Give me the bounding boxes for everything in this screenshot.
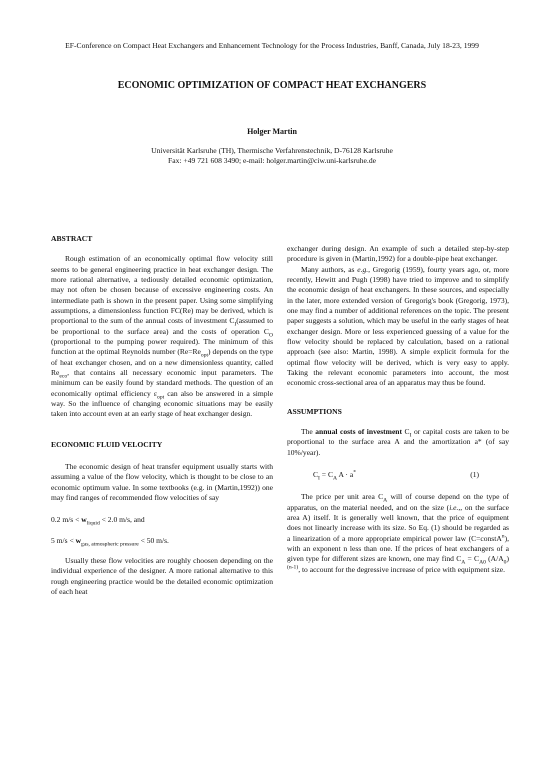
affiliation-address: Universität Karlsruhe (TH), Thermische Verfahrenstechnik, D-76128 Karlsruhe [151,146,393,155]
fluid-velocity-para-1: The economic design of heat transfer equipment usually starts with assuming a value of the flow velocity, which is thought to be close to an economic optimum value. In some textbooks (e.g. in (Martin,1992)) one may find ranges of recommended flow velocities of say [51,461,273,502]
assumptions-para-2: The price per unit area $C_A$ will of course depend on the type of apparatus, on the material needed, and on the size (i.e.,, on the surface area A) itself. It is generally well known, that the price of equipment does not linearly increase with its size. So Eq. (1) should be regarded as a linearization of a more appropriate empirical power law (C=constA$^n$), with an exponent n less than one. If the prices of heat exchangers of a given type for different sizes are known, one may find $C_A = C_{A0}$ $(A/A_0)^{(n-1)}$, to account for the degressive increase of price with equipment size. [287,492,509,574]
fluid-velocity-heading: ECONOMIC FLUID VELOCITY [51,439,163,449]
running-head: EF-Conference on Compact Heat Exchangers and Enhancement Technology for the Process Industries, Banff, Canada, July 18-23, 1999 [65,41,479,50]
equation-number: (1) [470,469,479,479]
assumptions-para-1: The annual costs of investment $C_I$ or capital costs are taken to be proportional to the surface area A and the amortization a* (of say 10%/year). [287,426,510,457]
literature-paragraph: Many authors, as e.g., Gregorig (1959), fourty years ago, or, more recently, Hewitt and Pugh (1998) have tried to improve and to simplify the economic design of heat exchangers. In these sources, and especially in the later, more extended version of Gregorig's book (Gregorig, 1973), one may find a number of additional references on the topic. The present paper suggests a solution, which may be useful in the early stages of heat exchanger design. More or less experienced guessing of a value for the flow velocity should be replaced by calculation, based on a rational approach (see also: Martin, 1998). A simple explicit formula for the optimal flow velocity will be derived, which is very easy to apply. Taking the relevant economic parameters into account, the most economic cross-sectional area of an apparatus may thus be found. [287,264,509,388]
right-column [287,244,509,575]
fluid-velocity-para-2: Usually these flow velocities are roughly choosen depending on the individual experience of the designer. A more rational alternative to this rough engineering practice would be the detailed economic optimization of each heat [51,555,273,596]
paper-title: ECONOMIC OPTIMIZATION OF COMPACT HEAT EXCHANGERS [117,80,427,91]
liquid-velocity-range: 0.2 $m/s < w_{liquid} < 2.0$ m/s, and [51,515,145,527]
left-column [51,234,273,597]
equation-1: $C_I = C_A$ A · a* (1) [313,469,479,482]
abstract-text: Rough estimation of an economically optimal flow velocity still seems to be general engineering practice in heat exchanger design. The more rational alternative, a tediously detailed economic optimization, may not often be chosen because of excessive engineering costs. An intermediate path is shown in the present paper. Using some simplifying assumptions, a dimensionless function FC(Re) may be derived, which is proportional to the sum of the annual costs of investment $C_I(assumed$ to be proportional to the surface area) and the costs of operation $C_O$ (proportional to the pumping power required). The minimum of this function at the optimal Reynolds number $(Re=Re_{opt})$ depends on the type of heat exchanger chosen, and on a new dimensionless quantity, called $Re_{eco}$, that contains all necessary economic input parameters. The minimum can be easily found by standard methods. The question of an economically optimal efficiency $\varepsilon_{opt}$ can also be answered in a simple way. So the influence of changing economic situations may be easily taken into account even at an early stage of heat exchanger design. [51,254,273,419]
gas-velocity-range: 5 $m/s < w_{gas, atmospheric pressure} < 50$ m/s. [51,535,169,548]
affiliation-contact: Fax: +49 721 608 3490; e-mail: holger.martin@ciw.uni-karlsruhe.de [168,156,376,166]
author-name: Holger Martin [247,127,297,136]
assumptions-heading: ASSUMPTIONS [287,406,342,416]
author-affiliation [0,146,544,167]
continued-paragraph: exchanger during design. An example of such a detailed step-by-step procedure is given in (Martin,1992) for a double-pipe heat exchanger. [287,244,509,264]
abstract-heading: ABSTRACT [51,234,93,243]
